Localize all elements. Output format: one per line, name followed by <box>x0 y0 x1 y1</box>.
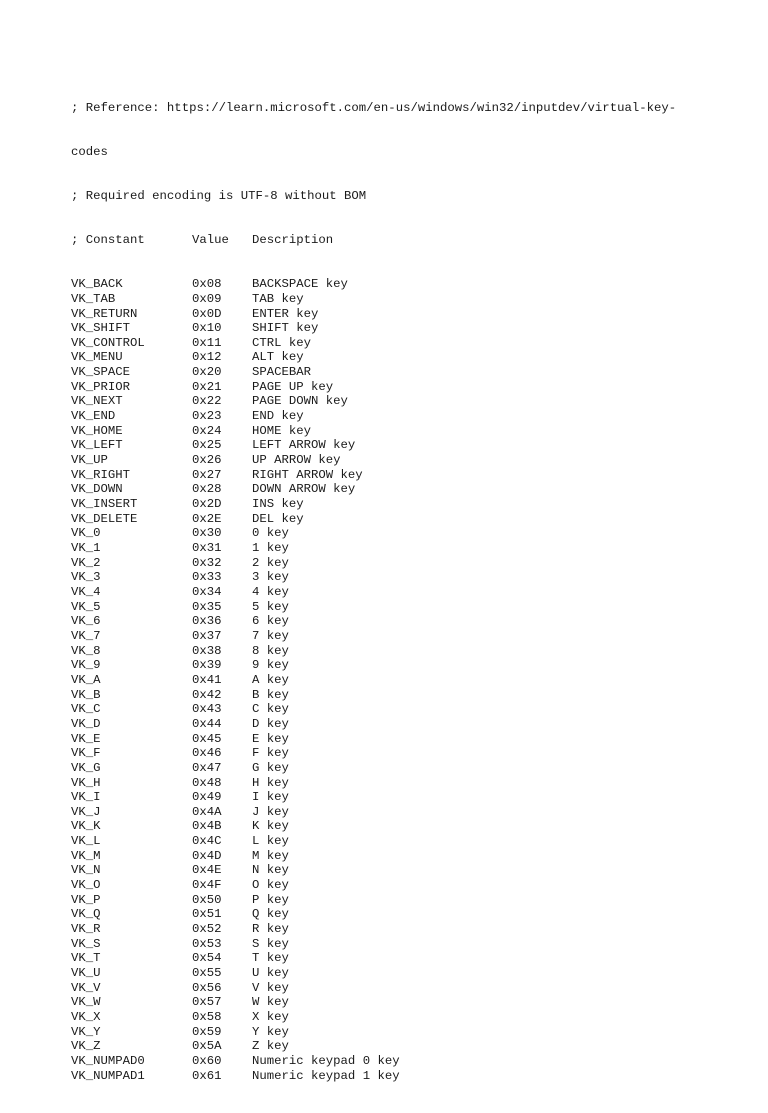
table-row <box>71 966 711 981</box>
row-description: RIGHT ARROW key <box>252 467 363 482</box>
row-description: C key <box>252 702 289 717</box>
row-description: X key <box>252 1010 289 1024</box>
table-row <box>71 600 711 615</box>
row-value: 0x43 <box>192 702 222 717</box>
table-row <box>71 556 711 571</box>
row-value: 0x26 <box>192 453 222 468</box>
row-description: I key <box>252 790 289 805</box>
row-description: 0 key <box>252 526 289 541</box>
row-value: 0x31 <box>192 541 222 555</box>
header-constant: ; Constant <box>71 233 145 248</box>
row-constant: VK_A <box>71 672 101 687</box>
row-description: UP ARROW key <box>252 453 341 468</box>
row-constant: VK_1 <box>71 541 101 555</box>
row-value: 0x21 <box>192 379 222 394</box>
row-constant: VK_RIGHT <box>71 467 131 482</box>
row-value: 0x35 <box>192 599 222 614</box>
row-constant: VK_4 <box>71 584 101 599</box>
row-constant: VK_3 <box>71 570 101 585</box>
table-row <box>71 629 711 644</box>
row-description: 1 key <box>252 541 289 555</box>
row-value: 0x50 <box>192 892 222 907</box>
row-value: 0x08 <box>192 277 222 292</box>
row-constant: VK_T <box>71 951 101 966</box>
table-row <box>71 893 711 908</box>
row-value: 0x4F <box>192 878 222 893</box>
row-value: 0x23 <box>192 409 222 424</box>
row-value: 0x20 <box>192 365 222 380</box>
row-description: U key <box>252 966 289 981</box>
table-row <box>71 1069 711 1084</box>
row-constant: VK_6 <box>71 614 101 629</box>
row-constant: VK_Y <box>71 1024 101 1039</box>
table-row <box>71 732 711 747</box>
row-description: PAGE UP key <box>252 379 334 394</box>
row-constant: VK_0 <box>71 526 101 541</box>
table-row <box>71 365 711 380</box>
row-constant: VK_J <box>71 804 101 819</box>
row-description: P key <box>252 892 289 907</box>
table-row <box>71 849 711 864</box>
row-value: 0x4B <box>192 819 222 834</box>
row-value: 0x24 <box>192 423 222 438</box>
row-description: 2 key <box>252 555 289 570</box>
row-constant: VK_END <box>71 409 116 424</box>
row-value: 0x58 <box>192 1010 222 1024</box>
table-row <box>71 394 711 409</box>
row-value: 0x52 <box>192 922 222 937</box>
row-value: 0x41 <box>192 672 222 687</box>
row-constant: VK_Z <box>71 1039 101 1054</box>
table-row <box>71 922 711 937</box>
row-description: Numeric keypad 1 key <box>252 1068 400 1083</box>
row-description: 6 key <box>252 614 289 629</box>
row-constant: VK_G <box>71 760 101 775</box>
row-description: W key <box>252 995 289 1010</box>
row-value: 0x12 <box>192 350 222 365</box>
row-constant: VK_8 <box>71 643 101 658</box>
row-description: TAB key <box>252 291 304 306</box>
row-value: 0x27 <box>192 467 222 482</box>
table-row <box>71 717 711 732</box>
row-description: K key <box>252 819 289 834</box>
row-constant: VK_RETURN <box>71 306 138 321</box>
row-description: G key <box>252 760 289 775</box>
row-value: 0x32 <box>192 555 222 570</box>
table-row <box>71 307 711 322</box>
row-constant: VK_L <box>71 834 101 849</box>
row-constant: VK_HOME <box>71 423 123 438</box>
table-row <box>71 805 711 820</box>
row-value: 0x4C <box>192 834 222 849</box>
table-row <box>71 570 711 585</box>
row-constant: VK_MENU <box>71 350 123 365</box>
row-constant: VK_S <box>71 936 101 951</box>
table-row <box>71 453 711 468</box>
table-row <box>71 819 711 834</box>
row-value: 0x10 <box>192 321 222 336</box>
table-row <box>71 1039 711 1054</box>
row-constant: VK_5 <box>71 599 101 614</box>
row-description: CTRL key <box>252 335 312 350</box>
row-value: 0x51 <box>192 907 222 922</box>
table-row <box>71 512 711 527</box>
row-description: H key <box>252 775 289 790</box>
row-value: 0x37 <box>192 628 222 643</box>
table-row <box>71 995 711 1010</box>
table-row <box>71 1025 711 1040</box>
row-constant: VK_X <box>71 1010 101 1024</box>
table-row <box>71 336 711 351</box>
row-constant: VK_K <box>71 819 101 834</box>
row-description: 4 key <box>252 584 289 599</box>
table-row <box>71 673 711 688</box>
row-constant: VK_V <box>71 980 101 995</box>
table-row <box>71 658 711 673</box>
row-description: F key <box>252 746 289 761</box>
row-constant: VK_NEXT <box>71 394 123 409</box>
table-row <box>71 438 711 453</box>
row-constant: VK_C <box>71 702 101 717</box>
table-row <box>71 688 711 703</box>
table-row <box>71 1054 711 1069</box>
row-value: 0x4D <box>192 848 222 863</box>
row-constant: VK_P <box>71 892 101 907</box>
row-value: 0x59 <box>192 1024 222 1039</box>
table-row <box>71 424 711 439</box>
row-constant: VK_F <box>71 746 101 761</box>
row-constant: VK_W <box>71 995 101 1010</box>
table-row <box>71 585 711 600</box>
row-value: 0x38 <box>192 643 222 658</box>
table-row <box>71 981 711 996</box>
table-row <box>71 937 711 952</box>
table-row <box>71 863 711 878</box>
row-description: B key <box>252 687 289 702</box>
row-constant: VK_I <box>71 790 101 805</box>
document-text[interactable] <box>71 72 711 1113</box>
row-description: HOME key <box>252 423 312 438</box>
table-row <box>71 321 711 336</box>
row-description: R key <box>252 922 289 937</box>
row-value: 0x0D <box>192 306 222 321</box>
row-constant: VK_7 <box>71 628 101 643</box>
table-row <box>71 951 711 966</box>
row-description: SPACEBAR <box>252 365 312 380</box>
row-value: 0x49 <box>192 790 222 805</box>
row-constant: VK_SPACE <box>71 365 131 380</box>
row-value: 0x2E <box>192 511 222 526</box>
row-value: 0x61 <box>192 1068 222 1083</box>
row-description: 9 key <box>252 658 289 673</box>
table-row <box>71 776 711 791</box>
row-description: SHIFT key <box>252 321 319 336</box>
row-constant: VK_2 <box>71 555 101 570</box>
table-row <box>71 834 711 849</box>
row-description: A key <box>252 672 289 687</box>
row-constant: VK_SHIFT <box>71 321 131 336</box>
row-constant: VK_LEFT <box>71 438 123 453</box>
row-description: DOWN ARROW key <box>252 482 356 497</box>
row-value: 0x22 <box>192 394 222 409</box>
row-constant: VK_CONTROL <box>71 335 145 350</box>
row-value: 0x4E <box>192 863 222 878</box>
row-constant: VK_D <box>71 716 101 731</box>
row-description: L key <box>252 834 289 849</box>
row-description: O key <box>252 878 289 893</box>
table-row <box>71 350 711 365</box>
table-row <box>71 790 711 805</box>
row-constant: VK_DELETE <box>71 511 138 526</box>
row-description: INS key <box>252 497 304 512</box>
row-description: Numeric keypad 0 key <box>252 1053 400 1068</box>
row-description: T key <box>252 951 289 966</box>
row-description: 3 key <box>252 570 289 585</box>
row-description: LEFT ARROW key <box>252 438 356 453</box>
row-value: 0x11 <box>192 335 222 350</box>
row-constant: VK_B <box>71 687 101 702</box>
row-value: 0x28 <box>192 482 222 497</box>
row-constant: VK_DOWN <box>71 482 123 497</box>
row-value: 0x30 <box>192 526 222 541</box>
row-value: 0x47 <box>192 760 222 775</box>
table-row <box>71 878 711 893</box>
row-description: ALT key <box>252 350 304 365</box>
row-description: Y key <box>252 1024 289 1039</box>
row-value: 0x42 <box>192 687 222 702</box>
row-value: 0x25 <box>192 438 222 453</box>
row-value: 0x33 <box>192 570 222 585</box>
row-value: 0x53 <box>192 936 222 951</box>
row-description: J key <box>252 804 289 819</box>
row-description: E key <box>252 731 289 746</box>
row-value: 0x48 <box>192 775 222 790</box>
row-value: 0x54 <box>192 951 222 966</box>
table-row <box>71 541 711 556</box>
row-constant: VK_N <box>71 863 101 878</box>
table-row <box>71 380 711 395</box>
row-value: 0x39 <box>192 658 222 673</box>
table-row <box>71 614 711 629</box>
row-value: 0x46 <box>192 746 222 761</box>
row-description: S key <box>252 936 289 951</box>
row-value: 0x4A <box>192 804 222 819</box>
header-value: Value <box>192 233 229 248</box>
key-table-body <box>71 277 711 1083</box>
row-constant: VK_UP <box>71 453 108 468</box>
row-description: ENTER key <box>252 306 319 321</box>
row-constant: VK_BACK <box>71 277 123 292</box>
table-row <box>71 746 711 761</box>
table-row <box>71 277 711 292</box>
row-description: BACKSPACE key <box>252 277 348 292</box>
row-constant: VK_U <box>71 966 101 981</box>
row-description: V key <box>252 980 289 995</box>
table-row <box>71 644 711 659</box>
row-constant: VK_E <box>71 731 101 746</box>
row-constant: VK_TAB <box>71 291 116 306</box>
row-value: 0x34 <box>192 584 222 599</box>
row-constant: VK_9 <box>71 658 101 673</box>
row-description: 7 key <box>252 628 289 643</box>
table-row <box>71 761 711 776</box>
row-description: M key <box>252 848 289 863</box>
row-value: 0x56 <box>192 980 222 995</box>
table-row <box>71 468 711 483</box>
row-description: 5 key <box>252 599 289 614</box>
row-constant: VK_R <box>71 922 101 937</box>
row-value: 0x55 <box>192 966 222 981</box>
row-description: Q key <box>252 907 289 922</box>
row-description: PAGE DOWN key <box>252 394 348 409</box>
row-description: DEL key <box>252 511 304 526</box>
table-header-row <box>71 233 711 248</box>
row-description: 8 key <box>252 643 289 658</box>
row-constant: VK_O <box>71 878 101 893</box>
row-description: D key <box>252 716 289 731</box>
table-row <box>71 702 711 717</box>
table-row <box>71 482 711 497</box>
row-value: 0x44 <box>192 716 222 731</box>
row-constant: VK_NUMPAD1 <box>71 1068 145 1083</box>
table-row <box>71 526 711 541</box>
row-description: Z key <box>252 1039 289 1054</box>
table-row <box>71 907 711 922</box>
row-value: 0x36 <box>192 614 222 629</box>
row-constant: VK_PRIOR <box>71 379 131 394</box>
row-constant: VK_NUMPAD0 <box>71 1053 145 1068</box>
row-description: END key <box>252 409 304 424</box>
row-constant: VK_Q <box>71 907 101 922</box>
row-value: 0x5A <box>192 1039 222 1054</box>
row-constant: VK_INSERT <box>71 497 138 512</box>
row-value: 0x60 <box>192 1053 222 1068</box>
row-value: 0x09 <box>192 291 222 306</box>
row-value: 0x57 <box>192 995 222 1010</box>
row-constant: VK_H <box>71 775 101 790</box>
table-row <box>71 497 711 512</box>
comment-reference-line: ; Reference: https://learn.microsoft.com/en-us/windows/win32/inputdev/virtual-key- <box>71 101 677 116</box>
table-row <box>71 409 711 424</box>
header-description: Description <box>252 233 334 248</box>
table-row <box>71 292 711 307</box>
row-value: 0x2D <box>192 497 222 512</box>
row-constant: VK_M <box>71 848 101 863</box>
row-value: 0x45 <box>192 731 222 746</box>
row-description: N key <box>252 863 289 878</box>
table-row <box>71 1010 711 1025</box>
comment-reference-continuation: codes <box>71 145 108 160</box>
comment-encoding-line: ; Required encoding is UTF-8 without BOM <box>71 189 367 204</box>
